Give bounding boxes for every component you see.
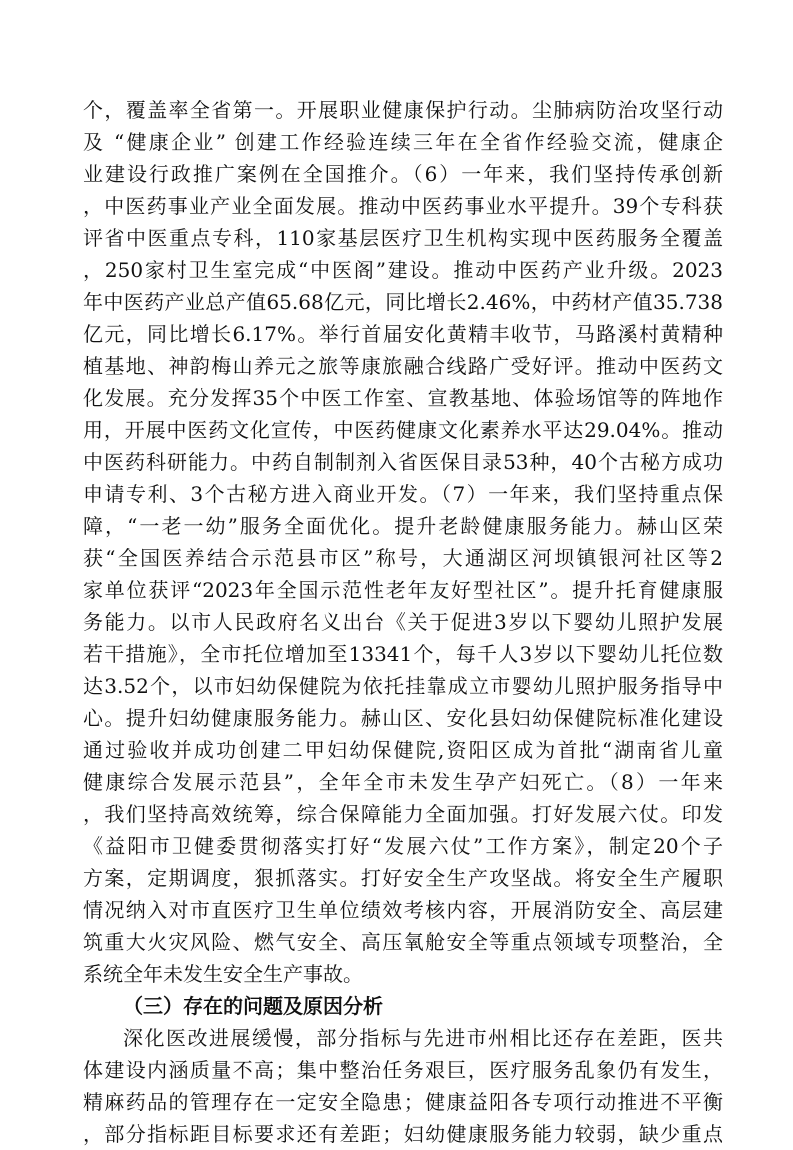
paragraph-line: 用，开展中医药文化宣传，中医药健康文化素养水平达29.04%。推动 <box>83 418 723 442</box>
paragraph-line: 个，覆盖率全省第一。开展职业健康保护行动。尘肺病防治攻坚行动 <box>83 98 723 122</box>
paragraph-line: 系统全年未发生安全生产事故。 <box>83 962 363 986</box>
paragraph-line: ，部分指标距目标要求还有差距；妇幼健康服务能力较弱，缺少重点 <box>83 1122 723 1146</box>
paragraph-line: 体建设内涵质量不高；集中整治任务艰巨，医疗服务乱象仍有发生， <box>83 1058 723 1082</box>
paragraph-line: 中医药科研能力。中药自制制剂入省医保目录53种，40个古秘方成功 <box>83 450 723 474</box>
paragraph-line: 健康综合发展示范县”，全年全市未发生孕产妇死亡。（8）一年来 <box>83 770 723 794</box>
paragraph-line: ，250家村卫生室完成“中医阁”建设。推动中医药产业升级。2023 <box>83 258 723 282</box>
paragraph-line: 植基地、神韵梅山养元之旅等康旅融合线路广受好评。推动中医药文 <box>83 354 723 378</box>
paragraph-line: 《益阳市卫健委贯彻落实打好“发展六仗”工作方案》，制定20个子 <box>83 834 723 858</box>
paragraph-line: 心。提升妇幼健康服务能力。赫山区、安化县妇幼保健院标准化建设 <box>83 706 723 730</box>
paragraph-line: ，我们坚持高效统筹，综合保障能力全面加强。打好发展六仗。印发 <box>83 802 723 826</box>
paragraph-line: 方案，定期调度，狠抓落实。打好安全生产攻坚战。将安全生产履职 <box>83 866 723 890</box>
paragraph-line: 精麻药品的管理存在一定安全隐患；健康益阳各专项行动推进不平衡 <box>83 1090 723 1114</box>
section-heading: （三）存在的问题及原因分析 <box>123 994 383 1018</box>
paragraph-line: 务能力。以市人民政府名义出台《关于促进3岁以下婴幼儿照护发展 <box>83 610 723 634</box>
paragraph-line: 深化医改进展缓慢，部分指标与先进市州相比还存在差距，医共 <box>123 1026 723 1050</box>
paragraph-line: 及 “健康企业” 创建工作经验连续三年在全省作经验交流，健康企 <box>83 130 723 154</box>
paragraph-line: 达3.52个，以市妇幼保健院为依托挂靠成立市婴幼儿照护服务指导中 <box>83 674 723 698</box>
paragraph-line: 亿元，同比增长6.17%。举行首届安化黄精丰收节，马路溪村黄精种 <box>83 322 723 346</box>
paragraph-line: 评省中医重点专科，110家基层医疗卫生机构实现中医药服务全覆盖 <box>83 226 723 250</box>
paragraph-line: 申请专利、3个古秘方进入商业开发。（7）一年来，我们坚持重点保 <box>83 482 723 506</box>
paragraph-line: 化发展。充分发挥35个中医工作室、宣教基地、体验场馆等的阵地作 <box>83 386 723 410</box>
paragraph-line: 业建设行政推广案例在全国推介。（6）一年来，我们坚持传承创新 <box>83 162 723 186</box>
paragraph-line: 若干措施》，全市托位增加至13341个，每千人3岁以下婴幼儿托位数 <box>83 642 723 666</box>
paragraph-line: ，中医药事业产业全面发展。推动中医药事业水平提升。39个专科获 <box>83 194 723 218</box>
paragraph-line: 情况纳入对市直医疗卫生单位绩效考核内容，开展消防安全、高层建 <box>83 898 723 922</box>
paragraph-line: 获“全国医养结合示范县市区”称号，大通湖区河坝镇银河社区等2 <box>83 546 723 570</box>
paragraph-line: 通过验收并成功创建二甲妇幼保健院,资阳区成为首批“湖南省儿童 <box>83 738 723 762</box>
paragraph-line: 年中医药产业总产值65.68亿元，同比增长2.46%，中药材产值35.738 <box>83 290 723 314</box>
paragraph-line: 障，“一老一幼”服务全面优化。提升老龄健康服务能力。赫山区荣 <box>83 514 723 538</box>
paragraph-line: 筑重大火灾风险、燃气安全、高压氧舱安全等重点领域专项整治，全 <box>83 930 723 954</box>
paragraph-line: 家单位获评“2023年全国示范性老年友好型社区”。提升托育健康服 <box>83 578 723 602</box>
